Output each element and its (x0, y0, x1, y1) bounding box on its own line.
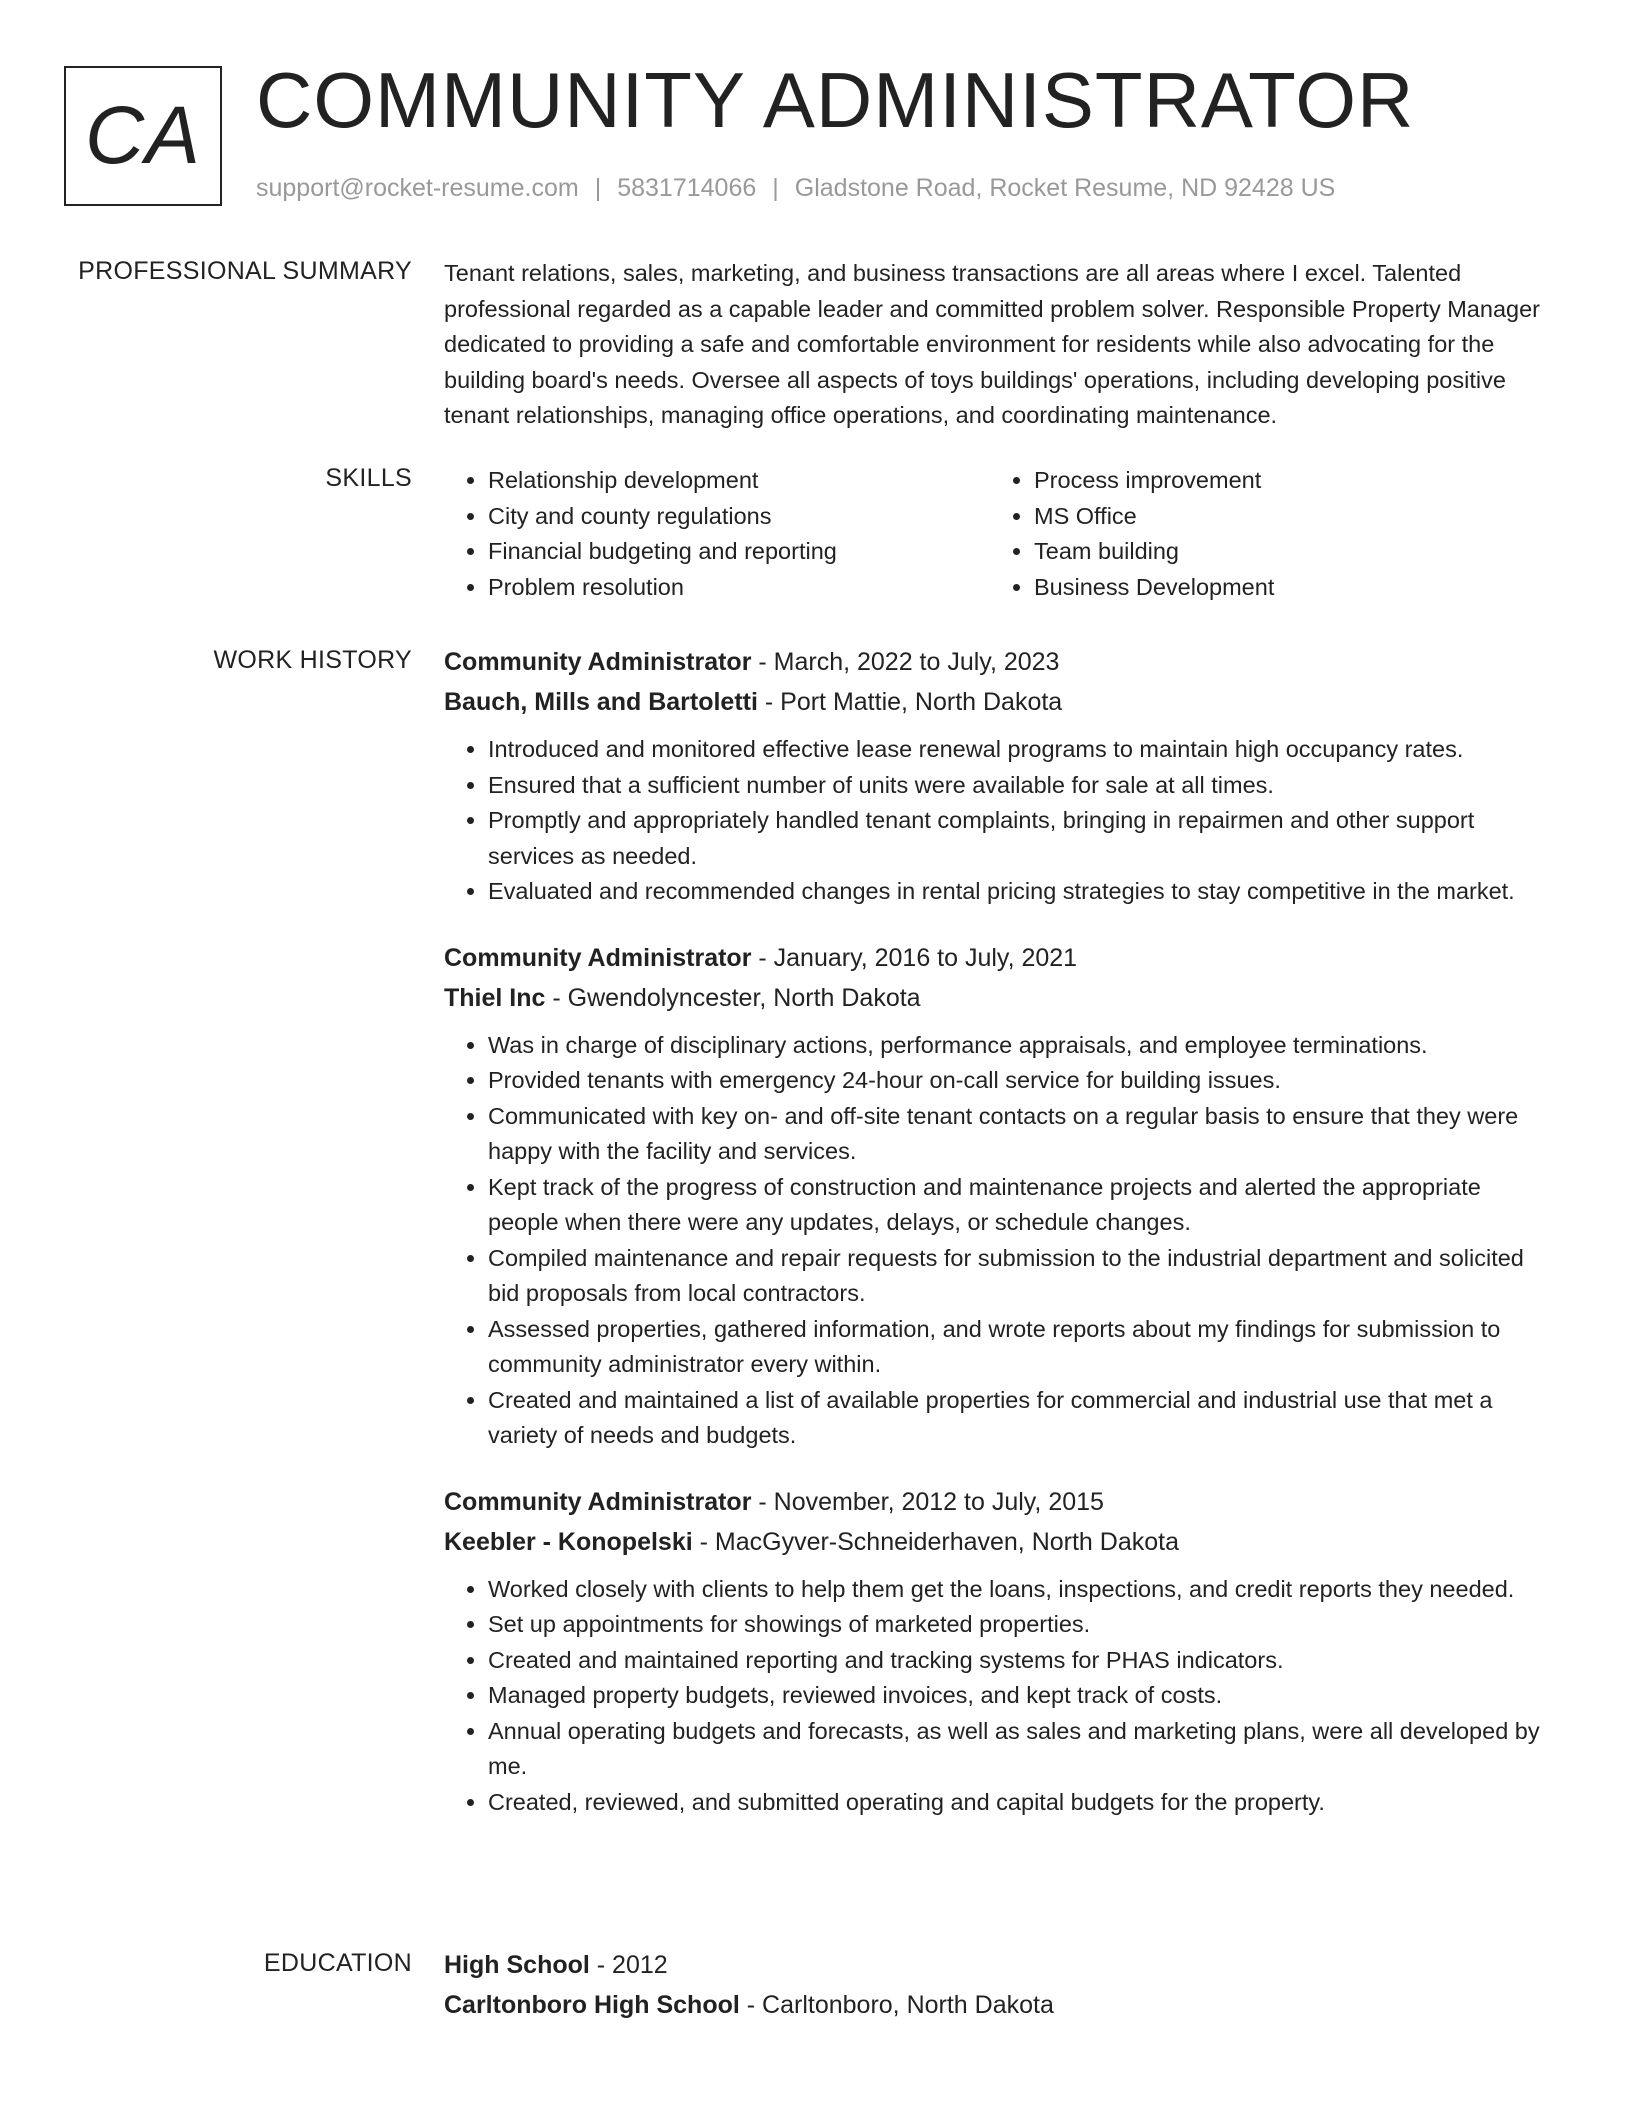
job-title-line (444, 1482, 1556, 1522)
job-role: Community Administrator (444, 943, 752, 972)
job-company-line (444, 1522, 1556, 1562)
education-title: EDUCATION (263, 1949, 412, 1977)
job-bullet: • Introduced and monitored effective lease renewal programs to maintain high occupancy rates. (488, 732, 1556, 768)
job-location: - Port Mattie, North Dakota (757, 688, 1063, 716)
skill-item: • Business Development (1034, 570, 1536, 606)
job-bullet: • Created, reviewed, and submitted operating and capital budgets for the property. (488, 1785, 1556, 1821)
job-company: Thiel Inc (444, 983, 546, 1012)
job-dates: - March, 2022 to July, 2023 (751, 648, 1060, 676)
education-body (444, 1945, 1556, 2025)
contact-separator: | (772, 174, 779, 202)
job-dates: - January, 2016 to July, 2021 (751, 943, 1078, 972)
job-entry (444, 1482, 1556, 1821)
job-bullet: • Managed property budgets, reviewed invoices, and kept track of costs. (488, 1678, 1556, 1714)
summary-title: PROFESSIONAL SUMMARY (78, 257, 412, 285)
monogram-box (64, 66, 222, 206)
skill-item: • Team building (1034, 534, 1536, 570)
job-bullet: • Created and maintained reporting and tracking systems for PHAS indicators. (488, 1643, 1556, 1679)
work-body (444, 642, 1556, 1820)
skill-item: • MS Office (1034, 499, 1536, 535)
contact-address: Gladstone Road, Rocket Resume, ND 92428 US (794, 174, 1336, 202)
job-bullets (444, 1572, 1556, 1821)
job-bullet: • Promptly and appropriately handled tenant complaints, bringing in repairmen and other support services as needed. (488, 803, 1556, 874)
job-location: - Gwendolyncester, North Dakota (545, 983, 921, 1012)
job-bullets (444, 732, 1556, 910)
job-title-line (444, 642, 1556, 682)
education-degree: High School (444, 1951, 590, 1979)
skills-columns (444, 463, 1556, 605)
skills-list-left (444, 463, 990, 605)
education-year: - 2012 (589, 1951, 668, 1979)
contact-phone: 5831714066 (617, 174, 757, 202)
job-bullet: • Assessed properties, gathered information, and wrote reports about my findings for submission to community administrator every within. (488, 1312, 1556, 1383)
skill-item: • Process improvement (1034, 463, 1536, 499)
skill-item: • Relationship development (488, 463, 990, 499)
job-bullet: • Communicated with key on- and off-site tenant contacts on a regular basis to ensure that they were happy with the facility and services. (488, 1099, 1556, 1170)
education-school-line (444, 1985, 1556, 2025)
job-company-line (444, 682, 1556, 722)
job-dates: - November, 2012 to July, 2015 (751, 1487, 1104, 1516)
job-company-line (444, 978, 1556, 1018)
job-bullet: • Ensured that a sufficient number of units were available for sale at all times. (488, 768, 1556, 804)
skills-body (444, 463, 1556, 605)
education-location: - Carltonboro, North Dakota (739, 1991, 1054, 2019)
job-bullet: • Set up appointments for showings of marketed properties. (488, 1607, 1556, 1643)
skill-item: • Financial budgeting and reporting (488, 534, 990, 570)
skills-list-right (990, 463, 1536, 605)
job-bullet: • Provided tenants with emergency 24-hour on-call service for building issues. (488, 1063, 1556, 1099)
job-role: Community Administrator (444, 1487, 752, 1516)
job-bullet: • Was in charge of disciplinary actions, performance appraisals, and employee terminations. (488, 1028, 1556, 1064)
job-location: - MacGyver-Schneiderhaven, North Dakota (692, 1527, 1179, 1556)
education-school: Carltonboro High School (444, 1991, 740, 2019)
job-bullet: • Kept track of the progress of construction and maintenance projects and alerted the appropriate people when there were any updates, delays, or schedule changes. (488, 1170, 1556, 1241)
contact-email: support@rocket-resume.com (256, 174, 579, 202)
job-bullet: • Compiled maintenance and repair requests for submission to the industrial department and solicited bid proposals from local contractors. (488, 1241, 1556, 1312)
summary-text: Tenant relations, sales, marketing, and business transactions are all areas where I excel. Talented professional regarded as a capable leader and committed problem solver. Responsible Property Manager dedicated to providing a safe and comfortable environment for residents while also advocating for the building board's needs. Oversee all aspects of toys buildings' operations, including developing positive tenant relationships, managing office operations, and coordinating maintenance. (444, 260, 1540, 428)
skills-title: SKILLS (325, 464, 412, 492)
job-bullet: • Worked closely with clients to help them get the loans, inspections, and credit reports they needed. (488, 1572, 1556, 1608)
job-company: Bauch, Mills and Bartoletti (444, 688, 758, 716)
work-title: WORK HISTORY (213, 646, 412, 674)
contact-line (256, 174, 1335, 203)
education-degree-line (444, 1945, 1556, 1985)
skill-item: • Problem resolution (488, 570, 990, 606)
job-title-line (444, 938, 1556, 978)
contact-separator: | (594, 174, 602, 202)
job-bullet: • Annual operating budgets and forecasts, as well as sales and marketing plans, were all developed by me. (488, 1714, 1556, 1785)
job-bullet: • Evaluated and recommended changes in rental pricing strategies to stay competitive in the market. (488, 874, 1556, 910)
monogram-initials: CA (85, 90, 201, 181)
skill-item: • City and county regulations (488, 499, 990, 535)
job-company: Keebler - Konopelski (444, 1527, 693, 1556)
job-bullets (444, 1028, 1556, 1454)
job-entry (444, 642, 1556, 910)
candidate-name: COMMUNITY ADMINISTRATOR (256, 56, 1415, 144)
job-role: Community Administrator (444, 648, 752, 676)
job-bullet: • Created and maintained a list of available properties for commercial and industrial use that met a variety of needs and budgets. (488, 1383, 1556, 1454)
job-entry (444, 938, 1556, 1454)
summary-body (444, 256, 1556, 434)
